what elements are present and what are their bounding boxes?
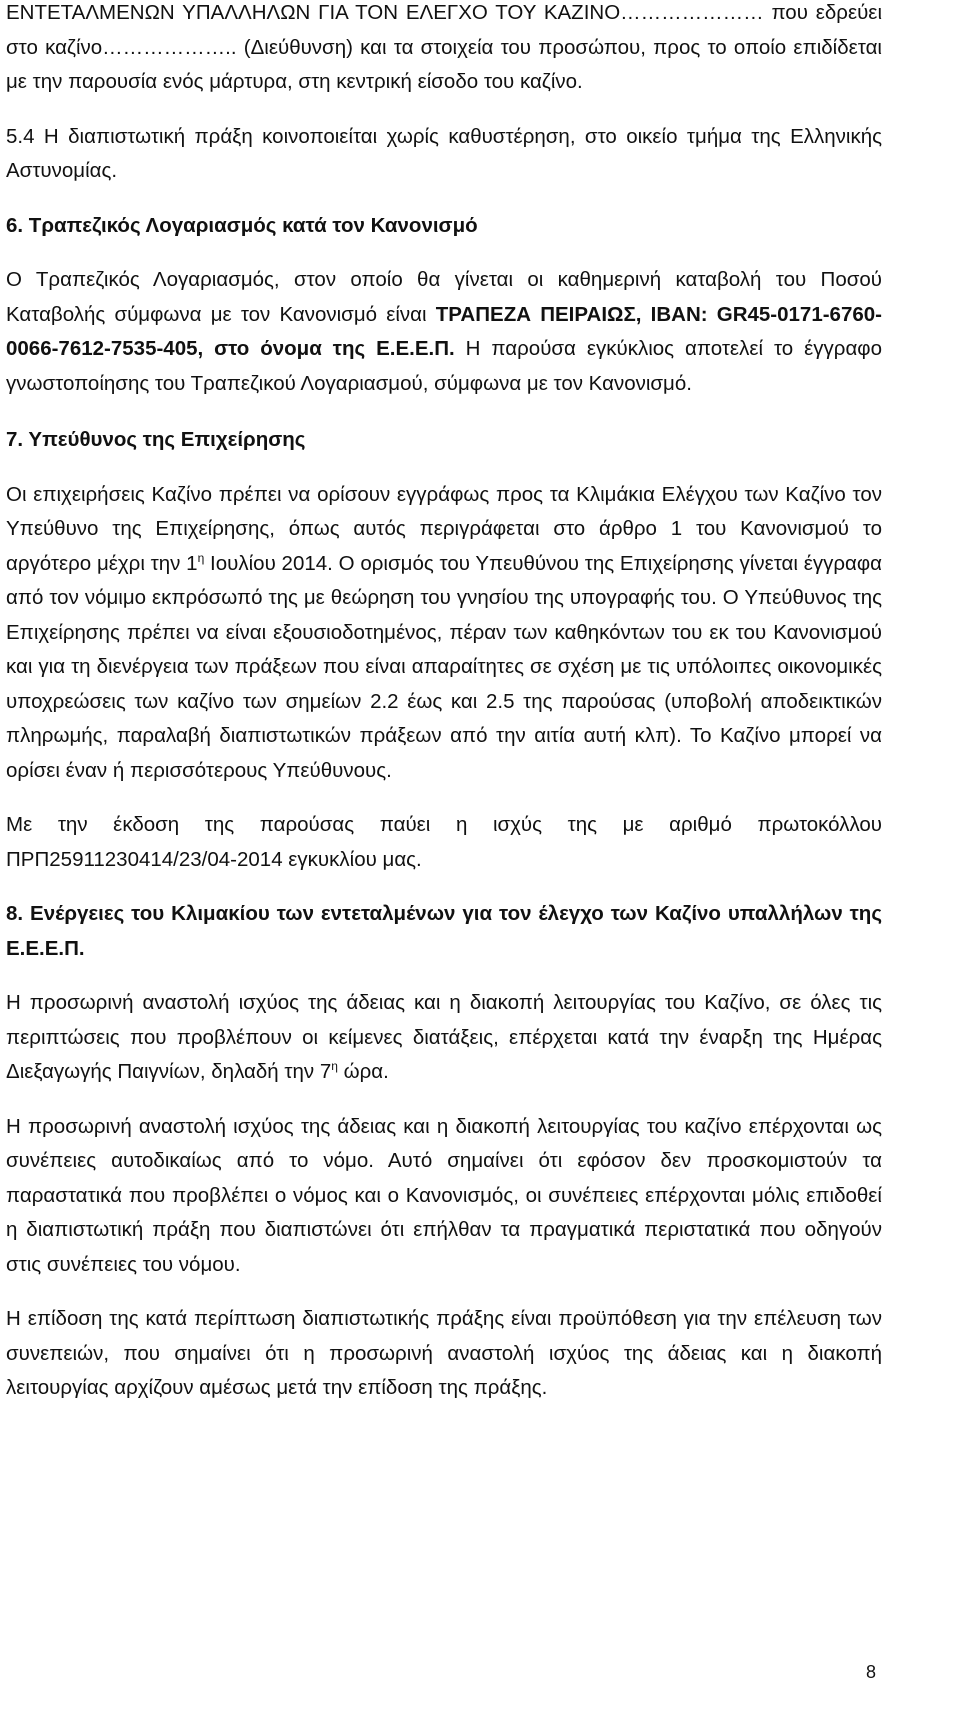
- section-8-paragraph-1: [6, 986, 882, 1090]
- section-8-paragraph-2: Η προσωρινή αναστολή ισχύος της άδειας και η διακοπή λειτουργίας του καζίνο επέρχονται ως συνέπειες αυτοδικαίως από το νόμο. Αυτό σημαίνει ότι εφόσον δεν προσκομιστούν τα παραστατικά που προβλέπει ο νόμος και ο Κανονισμός, οι συνέπειες επέρχονται μόλις επιδοθεί η διαπιστωτική πράξη που διαπιστώνει ότι επήλθαν τα πραγματικά περιστατικά που οδηγούν στις συνέπειες του νόμου.: [6, 1114, 882, 1276]
- section-7-text-a: Οι επιχειρήσεις Καζίνο πρέπει να ορίσουν εγγράφως προς τα Κλιμάκια Ελέγχου των Καζίνο τον Υπεύθυνο της Επιχείρησης, όπως αυτός περιγράφεται στο άρθρο 1 του Κανονισμού το αργότερο μέχρι την 1: [6, 482, 882, 575]
- section-8-text-b: ώρα.: [337, 1060, 389, 1083]
- section-6-paragraph: [6, 263, 882, 401]
- paragraph-continuation: ΕΝΤΕΤΑΛΜΕΝΩΝ ΥΠΑΛΛΗΛΩΝ ΓΙΑ ΤΟΝ ΕΛΕΓΧΟ ΤΟΥ ΚΑΖΙΝΟ………………… που εδρεύει στο καζίνο……………….. (Διεύθυνση) και τα στοιχεία του προσώπου, προς το οποίο επιδίδεται με την παρουσία ενός μάρτυρα, στη κεντρική είσοδο του καζίνο.: [6, 1, 882, 93]
- ordinal-superscript: η: [331, 1059, 338, 1073]
- section-6-text-b: Η παρούσα εγκύκλιος αποτελεί το έγγραφο γνωστοποίησης του Τραπεζικού Λογαριασμού, σύμφωνα με τον Κανονισμό.: [6, 337, 882, 395]
- bank-account-details: ΤΡΑΠΕΖΑ ΠΕΙΡΑΙΩΣ, IBAN: GR45-0171-6760-0066-7612-7535-405, στο όνομα της Ε.Ε.Ε.Π.: [6, 302, 882, 360]
- section-8-text-a: Η προσωρινή αναστολή ισχύος της άδειας και η διακοπή λειτουργίας του Καζίνο, σε όλες τις περιπτώσεις που προβλέπουν οι κείμενες διατάξεις, επέρχεται κατά την έναρξη της Ημέρας Διεξαγωγής Παιγνίων, δηλαδή την 7: [6, 991, 882, 1083]
- section-6-heading: 6. Τραπεζικός Λογαριασμός κατά τον Κανονισμό: [6, 213, 478, 237]
- paragraph-5-4: 5.4 Η διαπιστωτική πράξη κοινοποιείται χωρίς καθυστέρηση, στο οικείο τμήμα της Ελληνικής Αστυνομίας.: [6, 124, 882, 182]
- section-8-heading: 8. Ενέργειες του Κλιμακίου των εντεταλμένων για τον έλεγχο των Καζίνο υπαλλήλων της Ε.Ε.Ε.Π.: [6, 902, 882, 960]
- document-page: [6, 0, 882, 1406]
- page-number: 8: [865, 1662, 876, 1682]
- section-7-paragraph-2: Με την έκδοση της παρούσας παύει η ισχύς της με αριθμό πρωτοκόλλου ΠΡΠ25911230414/23/04-2014 εγκυκλίου μας.: [6, 813, 882, 871]
- section-7-paragraph-1: [6, 478, 882, 789]
- section-8-paragraph-3: Η επίδοση της κατά περίπτωση διαπιστωτικής πράξης είναι προϋπόθεση για την επέλευση των συνεπειών, που σημαίνει ότι η προσωρινή αναστολή ισχύος της άδειας και η διακοπή λειτουργίας αρχίζουν αμέσως μετά την επίδοση της πράξης.: [6, 1307, 882, 1399]
- section-7-heading: 7. Υπεύθυνος της Επιχείρησης: [6, 428, 306, 451]
- section-7-text-b: Ιουλίου 2014. Ο ορισμός του Υπευθύνου της Επιχείρησης γίνεται έγγραφα από τον νόμιμο εκπρόσωπό της με θεώρηση του γνησίου της υπογραφής του. Ο Υπεύθυνος της Επιχείρησης πρέπει να είναι εξουσιοδοτημένος, πέραν των καθηκόντων του εκ του Κανονισμού και για τη διενέργεια των πράξεων που είναι απαραίτητες σε σχέση με τις υπόλοιπες οικονομικές υποχρεώσεις των καζίνο των σημείων 2.2 έως και 2.5 της παρούσας (υποβολή αποδεικτικών πληρωμής, παραλαβή διαπιστωτικών πράξεων από την αιτία αυτή κλπ). Το Καζίνο μπορεί να ορίσει έναν ή περισσότερους Υπεύθυνους.: [6, 551, 882, 782]
- section-6-text-a: Ο Τραπεζικός Λογαριασμός, στον οποίο θα γίνεται οι καθημερινή καταβολή του Ποσού Καταβολής σύμφωνα με τον Κανονισμό είναι: [6, 268, 882, 326]
- ordinal-superscript: η: [197, 550, 205, 565]
